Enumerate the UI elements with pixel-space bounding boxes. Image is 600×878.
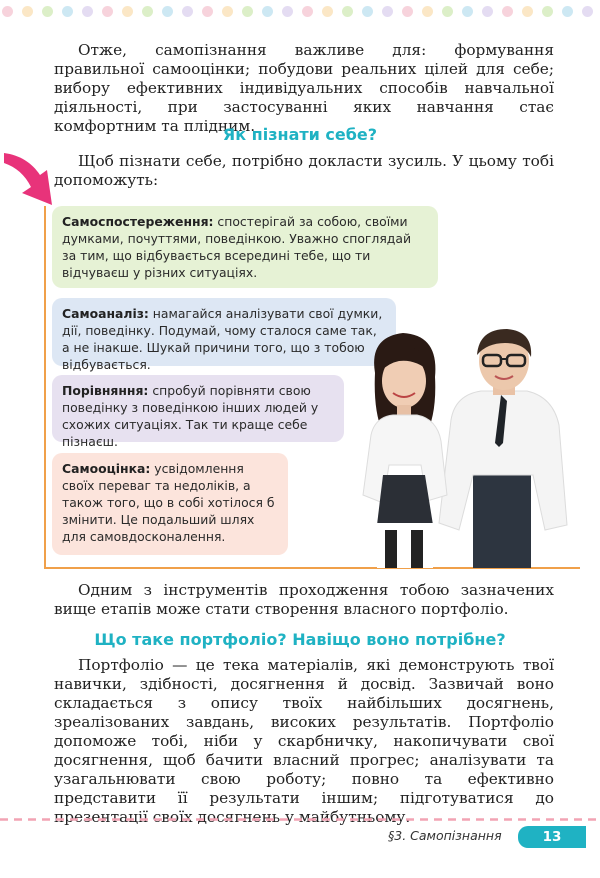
- pink-arrow-icon: [0, 145, 70, 215]
- card-term: Самооцінка:: [62, 461, 151, 476]
- portfolio-intro: Одним з інструментів проходження тобою зазначених вище етапів може стати створення власного портфоліо.: [54, 581, 554, 618]
- page-number: 13: [518, 826, 586, 848]
- card-term: Самоспостереження:: [62, 214, 214, 229]
- card-comparison: [52, 375, 344, 449]
- footer-dashed-line: [0, 818, 600, 821]
- card-term: Порівняння:: [62, 383, 149, 398]
- top-decorative-dots: [0, 6, 600, 18]
- card-self-esteem: [52, 453, 288, 555]
- card-self-observation: [52, 206, 438, 288]
- orange-bracket-line: [44, 206, 46, 568]
- card-text: усвідомлення своїх переваг та недоліків, а також того, що в собі хотілося б змінити. Це подальший шлях для самовдосконалення.: [62, 461, 275, 544]
- footer-section-title: §3. Самопізнання: [388, 828, 502, 843]
- card-text: спробуй порівняти свою поведінку з поведінкою інших людей у схожих ситуаціях. Так ти краще себе пізнаєш.: [62, 383, 319, 449]
- heading-portfolio: Що таке портфоліо? Навіщо воно потрібне?: [94, 630, 506, 649]
- card-term: Самоаналіз:: [62, 306, 149, 321]
- card-text: намагайся аналізувати свої думки, дії, поведінку. Подумай, чому сталося саме так, а не інакше. Шукай причини того, що з тобою відбувається.: [62, 306, 383, 372]
- card-text: спостерігай за собою, своїми думками, почуттями, поведінкою. Уважно споглядай за тим, що відбувається всередині тебе, що ти відчуваєш у різних ситуаціях.: [62, 214, 412, 280]
- card-self-analysis: [52, 298, 396, 372]
- know-yourself-intro: Щоб пізнати себе, потрібно докласти зусиль. У цьому тобі допоможуть:: [54, 152, 554, 189]
- students-illustration: [355, 325, 580, 568]
- heading-know-yourself: Як пізнати себе?: [222, 125, 378, 144]
- intro-paragraph: Отже, самопізнання важливе для: формування правильної самооцінки; побудови реальних цілей для себе; вибору ефективних індивідуальних способів навчальної діяльності, при застосуванні яких навчання стає комфортним та плідним.: [54, 41, 554, 135]
- portfolio-paragraph: Портфоліо — це тека матеріалів, які демонструють твої навички, здібності, досягнення й досвід. Зазвичай воно складається з опису твоїх найбільших досягнень, зреалізованих завдань, високих результатів. Портфоліо допоможе тобі, ніби у скарбничку, накопичувати свої досягнення, щоб бачити власний прогрес; аналізувати та узагальнювати свою роботу; повно та ефективно представити її результати іншим; підготуватися до презентації своїх досягнень у майбутньому.: [54, 656, 554, 826]
